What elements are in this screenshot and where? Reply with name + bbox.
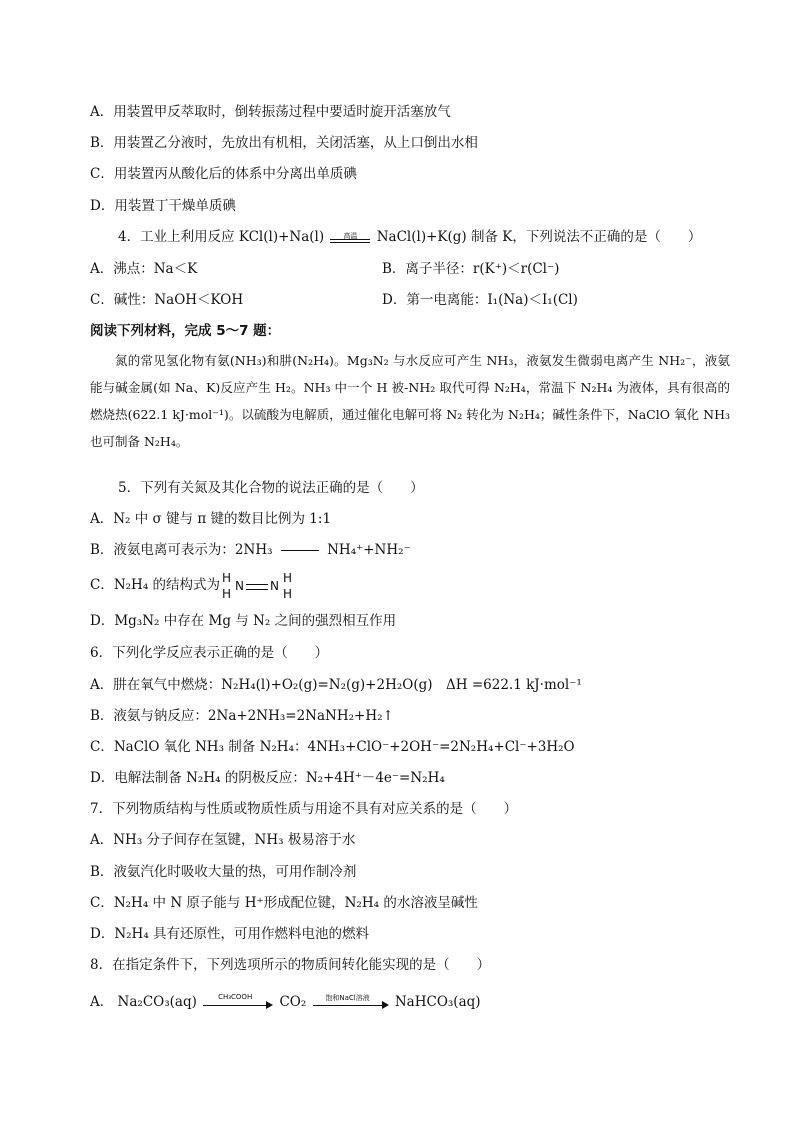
q4-option-c: C．碱性：NaOH＜KOH bbox=[90, 292, 244, 308]
q6-option-d: D．电解法制备 N₂H₄ 的阴极反应：N₂+4H⁺－4e⁻=N₂H₄ bbox=[90, 770, 445, 786]
q8-a-label: A． bbox=[90, 994, 114, 1010]
q3-option-b: B．用装置乙分液时，先放出有机相，关闭活塞，从上口倒出水相 bbox=[90, 135, 478, 151]
q8-a-species-1: Na₂CO₃(aq) bbox=[117, 994, 197, 1010]
q5-option-b-pre: B．液氨电离可表示为：2NH₃ bbox=[90, 542, 273, 558]
reaction-arrow-2 bbox=[313, 993, 389, 1010]
reaction-arrow-1 bbox=[203, 992, 273, 1010]
q4-stem-pre: 4．工业上利用反应 KCl(l)+Na(l) bbox=[118, 229, 325, 245]
q4-stem-post: NaCl(l)+K(g) 制备 K，下列说法不正确的是（ ） bbox=[376, 229, 702, 245]
struct-h-2: H bbox=[222, 587, 232, 601]
q4-option-d: D．第一电离能：I₁(Na)＜I₁(Cl) bbox=[382, 292, 578, 308]
q3-option-c: C．用装置丙从酸化后的体系中分离出单质碘 bbox=[90, 166, 357, 182]
q5-option-a: A．N₂ 中 σ 键与 π 键的数目比例为 1:1 bbox=[90, 511, 332, 527]
reading-title: 阅读下列材料，完成 5～7 题： bbox=[90, 323, 281, 339]
q5-option-b bbox=[90, 541, 411, 559]
q7-option-a: A．NH₃ 分子间存在氢键，NH₃ 极易溶于水 bbox=[90, 832, 356, 848]
reaction-condition-2: 饱和NaCl溶液 bbox=[325, 993, 370, 1002]
q5-option-d: D．Mg₃N₂ 中存在 Mg 与 N₂ 之间的强烈相互作用 bbox=[90, 613, 397, 629]
q6-option-c: C．NaClO 氧化 NH₃ 制备 N₂H₄：4NH₃+ClO⁻+2OH⁻=2N₂H₄+Cl⁻+3H₂O bbox=[90, 739, 575, 755]
q8-option-a bbox=[90, 990, 481, 1010]
q4-option-b: B．离子半径：r(K⁺)＜r(Cl⁻) bbox=[382, 261, 560, 277]
reaction-condition-1: CH₃COOH bbox=[218, 992, 253, 1001]
q6-option-b: B．液氨与钠反应：2Na+2NH₃=2NaNH₂+H₂↑ bbox=[90, 708, 394, 724]
q4-option-a: A．沸点：Na＜K bbox=[90, 261, 198, 277]
equilibrium-line bbox=[281, 550, 319, 551]
struct-h-3: H bbox=[283, 571, 293, 585]
q4-equation-sign bbox=[330, 232, 370, 244]
struct-h-1: H bbox=[222, 571, 232, 585]
q4-condition: 高温 bbox=[343, 231, 358, 240]
q7-stem: 7．下列物质结构与性质或物质性质与用途不具有对应关系的是（ ） bbox=[90, 801, 518, 817]
q5-option-c: C．N₂H₄ 的结构式为 bbox=[90, 577, 221, 593]
q8-a-species-2: CO₂ bbox=[279, 994, 307, 1010]
struct-double-bond bbox=[246, 580, 268, 592]
q3-option-d: D．用装置丁干燥单质碘 bbox=[90, 198, 236, 214]
q4-stem bbox=[118, 228, 701, 246]
q7-option-d: D．N₂H₄ 具有还原性，可用作燃料电池的燃料 bbox=[90, 926, 370, 942]
reading-passage: 氮的常见氢化物有氨(NH₃)和肼(N₂H₄)。Mg₃N₂ 与水反应可产生 NH₃，液氨发生微弱电离产生 NH₂⁻，液氨能与碱金属(如 Na、K)反应产生 H₂。NH₃ 中一个 H 被-NH₂ 取代可得 N₂H₄，常温下 N₂H₄ 为液体，具有很高的燃烧热(622.1 kJ·mol⁻¹)。以硫酸为电解质，通过催化电解可将 N₂ 转化为 N₂H₄；碱性条件下，NaClO 氧化 NH₃ 也可制备 N₂H₄。 bbox=[90, 353, 730, 449]
q5-stem: 5．下列有关氮及其化合物的说法正确的是（ ） bbox=[118, 480, 424, 496]
struct-h-4: H bbox=[283, 587, 293, 601]
struct-n-2: N bbox=[270, 579, 279, 593]
q3-option-a: A．用装置甲反萃取时，倒转振荡过程中要适时旋开活塞放气 bbox=[90, 104, 451, 120]
q6-stem: 6．下列化学反应表示正确的是（ ） bbox=[90, 645, 329, 661]
struct-n-1: N bbox=[235, 579, 244, 593]
q7-option-c: C．N₂H₄ 中 N 原子能与 H⁺形成配位键，N₂H₄ 的水溶液呈碱性 bbox=[90, 895, 478, 911]
q7-option-b: B．液氨汽化时吸收大量的热，可用作制冷剂 bbox=[90, 864, 357, 880]
q6-option-a: A．肼在氧气中燃烧：N₂H₄(l)+O₂(g)=N₂(g)+2H₂O(g) ΔH =622.1 kJ·mol⁻¹ bbox=[90, 677, 582, 693]
q8-stem: 8．在指定条件下，下列选项所示的物质间转化能实现的是（ ） bbox=[90, 957, 491, 973]
q5-option-b-post: NH₄⁺+NH₂⁻ bbox=[327, 542, 411, 558]
q8-a-species-3: NaHCO₃(aq) bbox=[394, 994, 481, 1010]
